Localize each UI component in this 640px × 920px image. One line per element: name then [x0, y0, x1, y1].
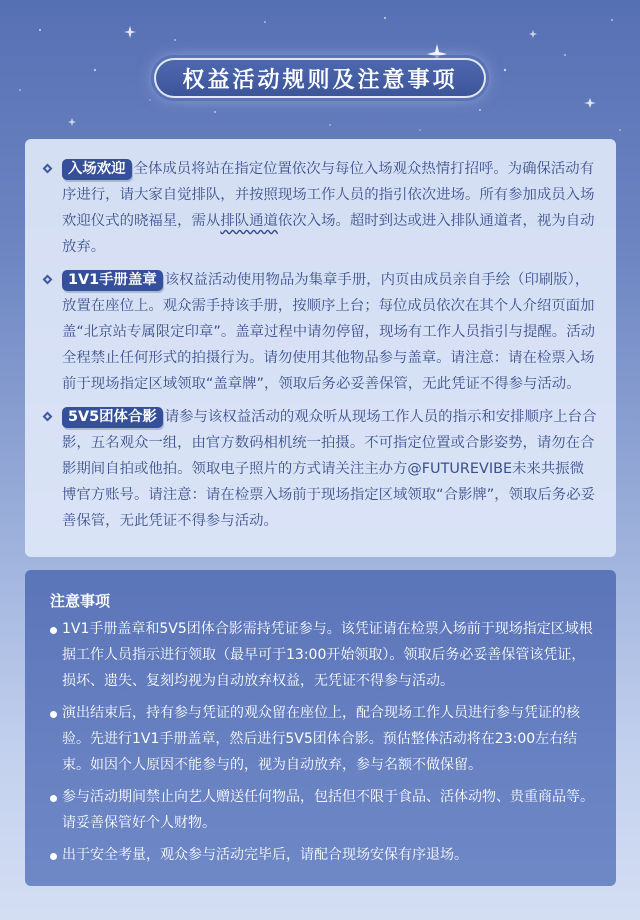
title-container [0, 58, 640, 98]
rules-card [25, 139, 616, 557]
sparkle-star-icon [584, 98, 596, 108]
note-item [50, 842, 596, 868]
dot-bullet-icon [50, 853, 57, 860]
notes-card [25, 570, 616, 886]
dot-bullet-icon [50, 711, 57, 718]
rule-item [42, 156, 598, 260]
rule-text-underlined: 排队通道 [220, 213, 278, 229]
dot-bullet-icon [50, 795, 57, 802]
rule-item [42, 404, 598, 534]
note-text: 参与活动期间禁止向艺人赠送任何物品，包括但不限于食品、活体动物、贵重商品等。请妥善保管好个人财物。 [62, 789, 594, 831]
note-item [50, 784, 596, 836]
rule-text: 全体成员将站在指定位置依次与每位入场观众热情打招呼。为确保活动有序进行，请大家自觉排队，并按照现场工作人员的指引依次进场。所有参加成员入场欢迎仪式的晓福星，需从 [62, 161, 595, 229]
sparkle-star-icon [529, 30, 537, 38]
note-text: 1V1手册盖章和5V5团体合影需持凭证参与。该凭证请在检票入场前于现场指定区域根据工作人员指示进行领取（最早可于13:00开始领取）。领取后务必妥善保管该凭证，损坏、遗失、复刻均视为自动放弃权益，无凭证不得参与活动。 [62, 621, 593, 689]
note-text: 演出结束后，持有参与凭证的观众留在座位上，配合现场工作人员进行参与凭证的核验。先进行1V1手册盖章，然后进行5V5团体合影。预估整体活动将在23:00左右结束。如因个人原因不能参与的，视为自动放弃，参与名额不做保留。 [62, 705, 580, 773]
diamond-bullet-icon [43, 164, 53, 174]
notes-title: 注意事项 [50, 592, 111, 610]
rule-text: 依次入场。超时到达或进入排队通道者，视为自动放弃。 [62, 213, 595, 255]
diamond-bullet-icon [43, 275, 53, 285]
sparkle-star-icon [124, 26, 136, 38]
note-item [50, 700, 596, 778]
rule-badge: 入场欢迎 [62, 159, 132, 180]
diamond-bullet-icon [43, 412, 53, 422]
dot-bullet-icon [50, 627, 57, 634]
note-text: 出于安全考量，观众参与活动完毕后，请配合现场安保有序退场。 [62, 847, 468, 863]
rule-badge: 1V1手册盖章 [62, 270, 163, 291]
rule-text: 请参与该权益活动的观众听从现场工作人员的指示和安排顺序上台合影，五名观众一组，由官方数码相机统一拍摄。不可指定位置或合影姿势，请勿在合影期间自拍或他拍。领取电子照片的方式请关注主办方@FUTUREVIBE未来共振微博官方账号。请注意：请在检票入场前于现场指定区域领取“合影牌”，领取后务必妥善保管，无此凭证不得参与活动。 [62, 409, 597, 529]
note-item [50, 616, 596, 694]
page-title: 权益活动规则及注意事项 [154, 58, 485, 98]
rule-text: 该权益活动使用物品为集章手册，内页由成员亲自手绘（印刷版），放置在座位上。观众需手持该手册，按顺序上台；每位成员依次在其个人介绍页面加盖“北京站专属限定印章”。盖章过程中请勿停留，现场有工作人员指引与提醒。活动全程禁止任何形式的拍摄行为。请勿使用其他物品参与盖章。请注意：请在检票入场前于现场指定区域领取“盖章牌”，领取后务必妥善保管，无此凭证不得参与活动。 [62, 272, 595, 392]
rule-badge: 5V5团体合影 [62, 407, 163, 428]
sparkle-star-icon [68, 118, 76, 126]
rule-item [42, 267, 598, 397]
